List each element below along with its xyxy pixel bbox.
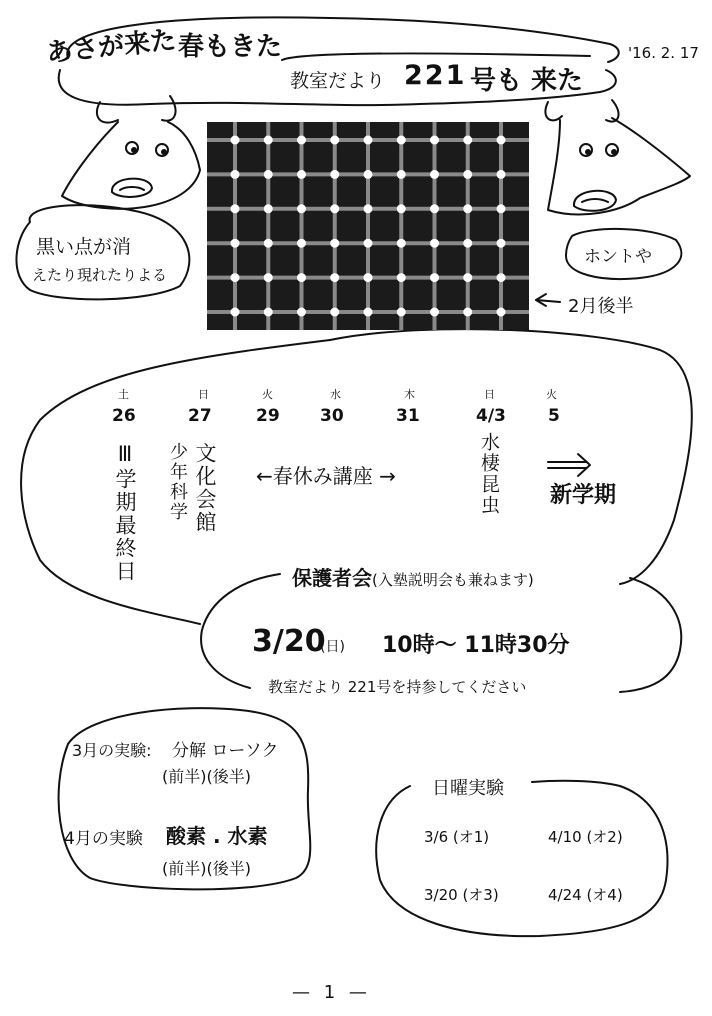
- cal-weekday: 火: [546, 388, 557, 401]
- april-experiment-sub: (前半)(後半): [162, 859, 251, 878]
- grid-dot: [231, 136, 240, 145]
- grid-dot: [497, 136, 506, 145]
- grid-dot: [430, 239, 439, 248]
- grid-dot: [297, 273, 306, 282]
- header-title-right: 号も 来た: [470, 66, 584, 96]
- event-aquatic-insects: 水棲昆虫: [478, 432, 500, 516]
- grid-caption: 2月後半: [568, 296, 634, 317]
- cal-date: 27: [188, 406, 212, 426]
- grid-dot: [463, 308, 472, 317]
- sunday-experiments-title: 日曜実験: [432, 778, 504, 799]
- grid-dot: [463, 273, 472, 282]
- grid-dot: [497, 273, 506, 282]
- march-experiment-label: 3月の実験:: [72, 741, 152, 760]
- dot-grid-svg: [207, 122, 529, 330]
- cal-weekday: 日: [198, 388, 209, 401]
- meeting-time: 10時～ 11時30分: [382, 633, 570, 658]
- grid-dot: [330, 239, 339, 248]
- cal-weekday: 水: [330, 388, 341, 401]
- grid-dot: [364, 273, 373, 282]
- meeting-date: 3/20: [252, 624, 326, 659]
- grid-dot: [330, 136, 339, 145]
- march-experiment-topic: 分解 ローソク: [172, 741, 279, 761]
- grid-dot: [297, 239, 306, 248]
- header-title-mid: 春もきた: [178, 32, 283, 62]
- grid-dot: [364, 204, 373, 213]
- grid-dot: [463, 170, 472, 179]
- grid-dot: [297, 170, 306, 179]
- grid-dot: [364, 170, 373, 179]
- grid-dot: [297, 308, 306, 317]
- grid-dot: [330, 273, 339, 282]
- grid-dot: [264, 204, 273, 213]
- grid-dot: [497, 308, 506, 317]
- event-term-end: Ⅲ学期最終日: [113, 442, 137, 583]
- sunday-item: 3/20 (オ3): [424, 886, 499, 904]
- header-newsletter-label: 教室だより: [290, 70, 386, 92]
- grid-dot: [497, 239, 506, 248]
- grid-dot: [264, 273, 273, 282]
- grid-dot: [463, 204, 472, 213]
- page-number: — 1 —: [292, 982, 371, 1003]
- grid-dot: [330, 204, 339, 213]
- new-term-label: 新学期: [550, 483, 617, 508]
- grid-dot: [430, 273, 439, 282]
- grid-dot: [231, 170, 240, 179]
- grid-dot: [497, 170, 506, 179]
- cal-weekday: 土: [118, 388, 129, 401]
- grid-dot: [264, 136, 273, 145]
- april-experiment-label: 4月の実験: [64, 829, 143, 849]
- cal-date: 29: [256, 406, 280, 426]
- left-bubble-line2: えたり現れたりよる: [32, 266, 168, 284]
- cal-date: 5: [548, 406, 560, 426]
- march-experiment-sub: (前半)(後半): [162, 767, 251, 786]
- cal-date: 30: [320, 406, 344, 426]
- grid-dot: [297, 136, 306, 145]
- meeting-title: [292, 562, 534, 591]
- cal-weekday: 日: [484, 388, 495, 401]
- cal-weekday: 木: [404, 388, 415, 401]
- grid-dot: [231, 239, 240, 248]
- grid-dot: [430, 204, 439, 213]
- cal-weekday: 火: [262, 388, 273, 401]
- header-title-left: あさが来た: [45, 25, 178, 69]
- meeting-title-main: 保護者会: [292, 566, 372, 590]
- grid-dot: [397, 136, 406, 145]
- meeting-title-sub: (入塾説明会も兼ねます): [372, 571, 534, 589]
- grid-dot: [397, 273, 406, 282]
- grid-dot: [264, 308, 273, 317]
- meeting-weekday: (日): [320, 639, 345, 655]
- cal-date: 4/3: [476, 406, 506, 426]
- grid-dot: [231, 308, 240, 317]
- right-bubble-text: ホントや: [584, 247, 652, 267]
- grid-dot: [397, 308, 406, 317]
- grid-dot: [397, 239, 406, 248]
- april-experiment-topic: 酸素 . 水素: [166, 824, 268, 848]
- sunday-item: 4/10 (オ2): [548, 828, 623, 846]
- grid-dot: [463, 136, 472, 145]
- grid-dot: [231, 273, 240, 282]
- sunday-item: 4/24 (オ4): [548, 886, 623, 904]
- issue-date: '16. 2. 17: [628, 44, 699, 62]
- cal-date: 26: [112, 406, 136, 426]
- grid-dot: [430, 136, 439, 145]
- header-issue-number: 221: [404, 60, 467, 91]
- grid-dot: [264, 239, 273, 248]
- grid-dot: [364, 239, 373, 248]
- grid-dot: [364, 136, 373, 145]
- grid-dot: [330, 308, 339, 317]
- event-hall-b: 少年科学: [167, 442, 188, 522]
- grid-dot: [397, 170, 406, 179]
- dot-grid-illusion: [207, 122, 529, 330]
- grid-dot: [330, 170, 339, 179]
- grid-dot: [397, 204, 406, 213]
- grid-dot: [364, 308, 373, 317]
- spring-course-label: ←春休み講座 →: [256, 464, 396, 488]
- left-bubble-line1: 黒い点が消: [36, 236, 132, 258]
- meeting-note: 教室だより 221号を持参してください: [268, 678, 527, 696]
- grid-dot: [231, 204, 240, 213]
- grid-dot: [463, 239, 472, 248]
- sunday-item: 3/6 (オ1): [424, 828, 490, 846]
- grid-dot: [264, 170, 273, 179]
- grid-dot: [430, 308, 439, 317]
- grid-dot: [297, 204, 306, 213]
- cal-date: 31: [396, 406, 420, 426]
- grid-dot: [430, 170, 439, 179]
- event-hall-a: 文化会館: [193, 442, 217, 534]
- grid-dot: [497, 204, 506, 213]
